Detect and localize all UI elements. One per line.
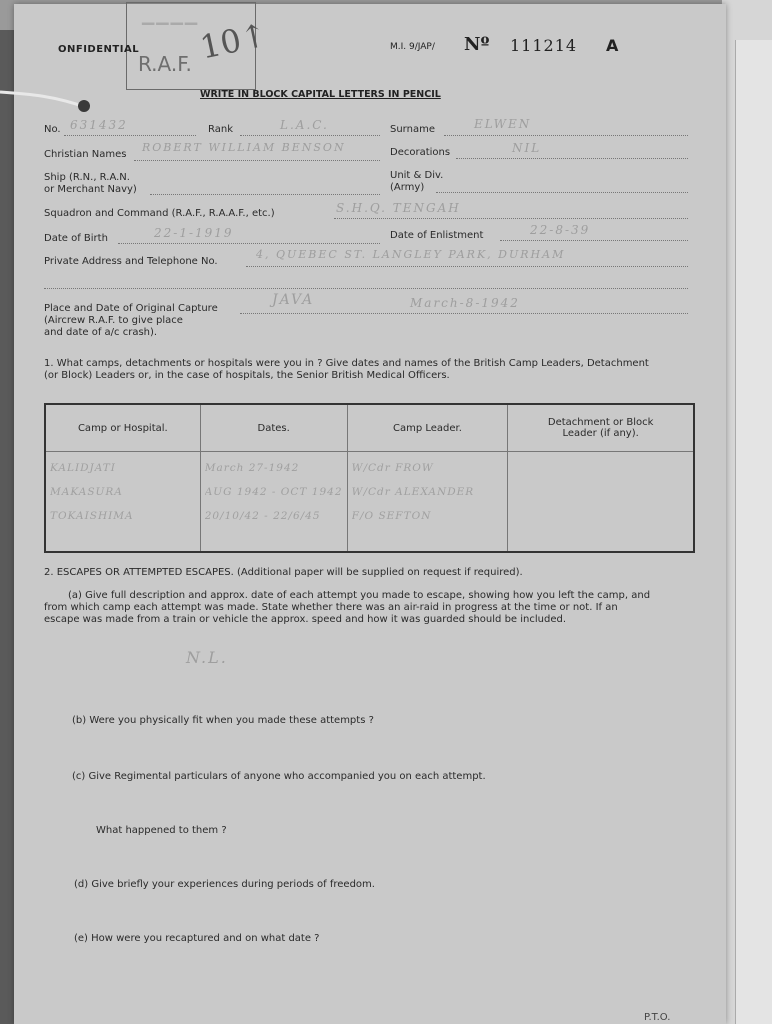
- capture-label-3: and date of a/c crash).: [44, 327, 158, 338]
- confidential-label: ONFIDENTIAL: [58, 44, 140, 55]
- question-2c: (c) Give Regimental particulars of anyone who accompanied you on each attempt.: [72, 771, 486, 782]
- unit-label-1: Unit & Div.: [390, 170, 444, 181]
- camp-leader-cell: F/O SEFTON: [351, 510, 432, 522]
- pto-label: P.T.O.: [644, 1012, 671, 1023]
- camp-leader-cell: W/Cdr FROW: [351, 462, 434, 474]
- column-header-camp-leader: Camp Leader.: [347, 404, 508, 452]
- question-2-title: 2. ESCAPES OR ATTEMPTED ESCAPES. (Additional paper will be supplied on request if required).: [44, 567, 523, 578]
- capture-label-2: (Aircrew R.A.F. to give place: [44, 315, 183, 326]
- unit-label-2: (Army): [390, 182, 425, 193]
- christian-names-label: Christian Names: [44, 149, 127, 160]
- background-folder: [735, 40, 772, 1024]
- squadron-value: S.H.Q. TENGAH: [336, 201, 461, 215]
- question-2a-answer: N.L.: [186, 648, 228, 667]
- capture-date-value: March-8-1942: [410, 296, 520, 310]
- question-2a-line-1: (a) Give full description and approx. date of each attempt you made to escape, showing how you left the camp, and: [68, 590, 651, 601]
- detachment-leader-column: [508, 452, 694, 553]
- decorations-label: Decorations: [390, 147, 451, 158]
- rank-label: Rank: [208, 124, 233, 135]
- number-prefix: Nº: [464, 34, 490, 55]
- table-header-row: [45, 404, 694, 452]
- camp-column: [45, 452, 200, 553]
- reference-code: M.I. 9/JAP/: [390, 42, 435, 52]
- camp-leader-column: [347, 452, 508, 553]
- enlistment-label: Date of Enlistment: [390, 230, 484, 241]
- decorations-value: NIL: [512, 141, 542, 155]
- address-value: 4, QUEBEC ST. LANGLEY PARK, DURHAM: [256, 248, 566, 261]
- rank-value: L.A.C.: [280, 118, 329, 132]
- camp-cell: KALIDJATI: [50, 462, 116, 474]
- date-of-birth-value: 22-1-1919: [154, 226, 234, 240]
- capture-label-1: Place and Date of Original Capture: [44, 303, 218, 314]
- stamp-faint-text: ▁▁▁▁: [142, 6, 200, 25]
- table-row: [45, 452, 694, 553]
- dates-column: [200, 452, 347, 553]
- handwritten-mark-icon: 10↑: [196, 15, 271, 67]
- address-label: Private Address and Telephone No.: [44, 256, 218, 267]
- camp-cell: TOKAISHIMA: [50, 510, 134, 522]
- column-header-camp: Camp or Hospital.: [45, 404, 200, 452]
- question-2a-line-3: escape was made from a train or vehicle the approx. speed and how it was guarded should be included.: [44, 614, 567, 625]
- raf-stamp: R.A.F.: [138, 52, 192, 76]
- no-label: No.: [44, 124, 61, 135]
- christian-names-value: ROBERT WILLIAM BENSON: [142, 141, 346, 154]
- form-letter: A: [606, 36, 619, 55]
- question-2b: (b) Were you physically fit when you made these attempts ?: [72, 715, 374, 726]
- no-value: 631432: [70, 118, 128, 132]
- ship-label-2: or Merchant Navy): [44, 184, 137, 195]
- form-number: 111214: [510, 36, 578, 55]
- dates-cell: AUG 1942 - OCT 1942: [204, 486, 343, 498]
- question-2e: (e) How were you recaptured and on what date ?: [74, 933, 320, 944]
- dates-cell: March 27-1942: [204, 462, 300, 474]
- column-header-detachment-leader: Detachment or Block Leader (if any).: [508, 404, 694, 452]
- enlistment-value: 22-8-39: [530, 223, 591, 237]
- question-2a-line-2: from which camp each attempt was made. State whether there was an air-raid in progress at the time or not. If an: [44, 602, 618, 613]
- ship-label-1: Ship (R.N., R.A.N.: [44, 172, 130, 183]
- question-1-line-1: 1. What camps, detachments or hospitals were you in ? Give dates and names of the British Camp Leaders, Detachment: [44, 358, 649, 369]
- question-1-line-2: (or Block) Leaders or, in the case of hospitals, the Senior British Medical Officers.: [44, 370, 450, 381]
- date-of-birth-label: Date of Birth: [44, 233, 108, 244]
- camp-leader-cell: W/Cdr ALEXANDER: [351, 486, 475, 498]
- surname-value: ELWEN: [474, 117, 532, 131]
- tag-string-icon: [0, 88, 92, 114]
- instruction-heading: WRITE IN BLOCK CAPITAL LETTERS IN PENCIL: [200, 89, 441, 100]
- camps-table: [44, 403, 695, 553]
- camp-cell: MAKASURA: [50, 486, 123, 498]
- column-header-dates: Dates.: [200, 404, 347, 452]
- squadron-label: Squadron and Command (R.A.F., R.A.A.F., etc.): [44, 208, 275, 219]
- dates-cell: 20/10/42 - 22/6/45: [204, 510, 321, 522]
- capture-place-value: JAVA: [272, 292, 315, 308]
- question-2c-followup: What happened to them ?: [96, 825, 227, 836]
- question-2d: (d) Give briefly your experiences during periods of freedom.: [74, 879, 375, 890]
- surname-label: Surname: [390, 124, 435, 135]
